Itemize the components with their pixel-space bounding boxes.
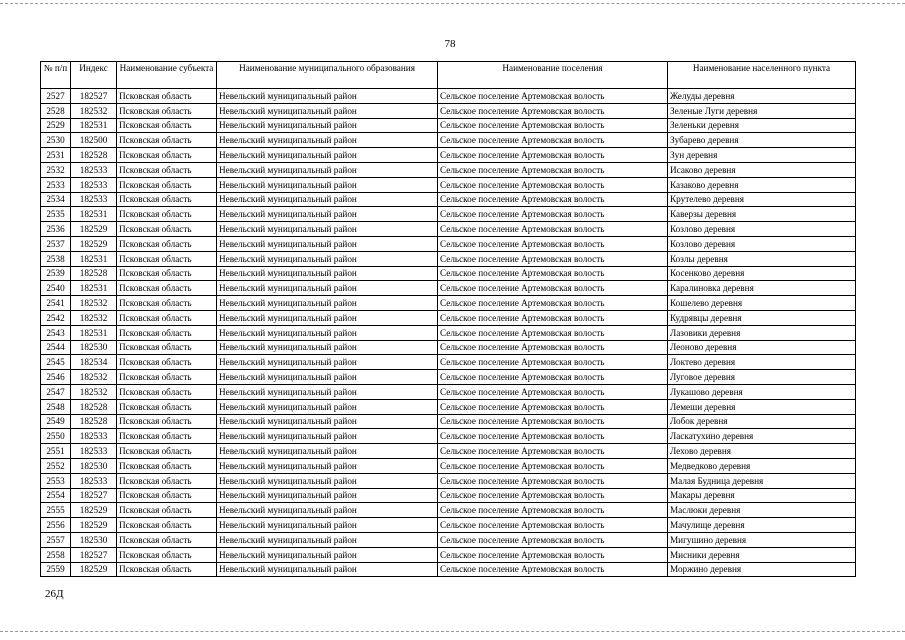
cell-settlement: Сельское поселение Артемовская волость [438, 236, 668, 251]
header-settlement: Наименование поселения [438, 62, 668, 89]
cell-settlement: Сельское поселение Артемовская волость [438, 148, 668, 163]
cell-row-number: 2541 [41, 296, 71, 311]
cell-settlement: Сельское поселение Артемовская волость [438, 89, 668, 104]
cell-settlement: Сельское поселение Артемовская волость [438, 414, 668, 429]
cell-row-number: 2545 [41, 355, 71, 370]
table-body [41, 89, 856, 577]
cell-subject: Псковская область [117, 281, 217, 296]
cell-postal-index: 182527 [71, 547, 117, 562]
cell-postal-index: 182532 [71, 370, 117, 385]
cell-settlement: Сельское поселение Артемовская волость [438, 370, 668, 385]
cell-municipality: Невельский муниципальный район [217, 325, 438, 340]
table-header [41, 62, 856, 89]
cell-subject: Псковская область [117, 370, 217, 385]
cell-row-number: 2557 [41, 532, 71, 547]
cell-municipality: Невельский муниципальный район [217, 251, 438, 266]
table-row [41, 296, 856, 311]
cell-subject: Псковская область [117, 310, 217, 325]
table-row [41, 444, 856, 459]
cell-row-number: 2556 [41, 518, 71, 533]
settlements-table [40, 61, 856, 577]
cell-subject: Псковская область [117, 488, 217, 503]
cell-settlement: Сельское поселение Артемовская волость [438, 488, 668, 503]
cell-postal-index: 182528 [71, 414, 117, 429]
footer-code: 26Д [45, 588, 64, 600]
cell-municipality: Невельский муниципальный район [217, 340, 438, 355]
cell-settlement: Сельское поселение Артемовская волость [438, 103, 668, 118]
table-row [41, 562, 856, 577]
cell-subject: Псковская область [117, 192, 217, 207]
cell-locality: Мисники деревня [668, 547, 856, 562]
cell-settlement: Сельское поселение Артемовская волость [438, 518, 668, 533]
cell-row-number: 2528 [41, 103, 71, 118]
cell-row-number: 2551 [41, 444, 71, 459]
cell-settlement: Сельское поселение Артемовская волость [438, 296, 668, 311]
cell-locality: Мачулище деревня [668, 518, 856, 533]
table-row [41, 89, 856, 104]
table-row [41, 325, 856, 340]
cell-municipality: Невельский муниципальный район [217, 89, 438, 104]
cell-subject: Псковская область [117, 532, 217, 547]
cell-settlement: Сельское поселение Артемовская волость [438, 355, 668, 370]
cell-subject: Псковская область [117, 355, 217, 370]
cell-subject: Псковская область [117, 177, 217, 192]
cell-subject: Псковская область [117, 133, 217, 148]
cell-postal-index: 182532 [71, 103, 117, 118]
cell-locality: Лазовики деревня [668, 325, 856, 340]
cell-municipality: Невельский муниципальный район [217, 488, 438, 503]
cell-locality: Косенково деревня [668, 266, 856, 281]
cell-municipality: Невельский муниципальный район [217, 133, 438, 148]
cell-locality: Малая Будница деревня [668, 473, 856, 488]
cell-postal-index: 182528 [71, 266, 117, 281]
table-row [41, 133, 856, 148]
table-row [41, 488, 856, 503]
cell-postal-index: 182531 [71, 207, 117, 222]
table-row [41, 266, 856, 281]
cell-locality: Крутелево деревня [668, 192, 856, 207]
cell-postal-index: 182530 [71, 532, 117, 547]
cell-postal-index: 182531 [71, 325, 117, 340]
cell-row-number: 2536 [41, 222, 71, 237]
cell-postal-index: 182528 [71, 399, 117, 414]
cell-locality: Каралиновка деревня [668, 281, 856, 296]
cell-municipality: Невельский муниципальный район [217, 103, 438, 118]
cell-postal-index: 182500 [71, 133, 117, 148]
cell-municipality: Невельский муниципальный район [217, 399, 438, 414]
cell-row-number: 2553 [41, 473, 71, 488]
cell-locality: Ласкатухино деревня [668, 429, 856, 444]
table-row [41, 222, 856, 237]
cell-postal-index: 182530 [71, 458, 117, 473]
cell-row-number: 2552 [41, 458, 71, 473]
cell-municipality: Невельский муниципальный район [217, 429, 438, 444]
cell-municipality: Невельский муниципальный район [217, 384, 438, 399]
cell-settlement: Сельское поселение Артемовская волость [438, 325, 668, 340]
cell-postal-index: 182531 [71, 251, 117, 266]
cell-municipality: Невельский муниципальный район [217, 547, 438, 562]
cell-locality: Луговое деревня [668, 370, 856, 385]
cell-locality: Моржино деревня [668, 562, 856, 577]
cell-row-number: 2540 [41, 281, 71, 296]
cell-row-number: 2558 [41, 547, 71, 562]
cell-row-number: 2527 [41, 89, 71, 104]
cell-municipality: Невельский муниципальный район [217, 281, 438, 296]
cell-municipality: Невельский муниципальный район [217, 503, 438, 518]
cell-municipality: Невельский муниципальный район [217, 192, 438, 207]
cell-settlement: Сельское поселение Артемовская волость [438, 399, 668, 414]
cell-settlement: Сельское поселение Артемовская волость [438, 384, 668, 399]
cell-locality: Мигушино деревня [668, 532, 856, 547]
cell-subject: Псковская область [117, 414, 217, 429]
cell-settlement: Сельское поселение Артемовская волость [438, 562, 668, 577]
cell-postal-index: 182529 [71, 562, 117, 577]
cell-settlement: Сельское поселение Артемовская волость [438, 207, 668, 222]
cell-settlement: Сельское поселение Артемовская волость [438, 266, 668, 281]
cell-postal-index: 182529 [71, 518, 117, 533]
table-row [41, 192, 856, 207]
cell-locality: Лехово деревня [668, 444, 856, 459]
table-row [41, 103, 856, 118]
header-row [41, 62, 856, 89]
cell-municipality: Невельский муниципальный район [217, 162, 438, 177]
cell-settlement: Сельское поселение Артемовская волость [438, 532, 668, 547]
cell-settlement: Сельское поселение Артемовская волость [438, 503, 668, 518]
cell-locality: Локтево деревня [668, 355, 856, 370]
table-row [41, 355, 856, 370]
cell-row-number: 2559 [41, 562, 71, 577]
cell-municipality: Невельский муниципальный район [217, 370, 438, 385]
cell-row-number: 2555 [41, 503, 71, 518]
cell-row-number: 2539 [41, 266, 71, 281]
cell-postal-index: 182531 [71, 118, 117, 133]
table-row [41, 148, 856, 163]
cell-municipality: Невельский муниципальный район [217, 518, 438, 533]
table-row [41, 458, 856, 473]
cell-locality: Маслюки деревня [668, 503, 856, 518]
cell-postal-index: 182529 [71, 222, 117, 237]
cell-locality: Лобок деревня [668, 414, 856, 429]
cell-municipality: Невельский муниципальный район [217, 296, 438, 311]
cell-municipality: Невельский муниципальный район [217, 355, 438, 370]
cell-locality: Казаково деревня [668, 177, 856, 192]
cell-postal-index: 182533 [71, 177, 117, 192]
table-row [41, 414, 856, 429]
bottom-edge-rule [0, 631, 905, 632]
cell-locality: Зун деревня [668, 148, 856, 163]
cell-postal-index: 182533 [71, 162, 117, 177]
table-row [41, 384, 856, 399]
cell-subject: Псковская область [117, 473, 217, 488]
table-row [41, 207, 856, 222]
cell-row-number: 2529 [41, 118, 71, 133]
cell-settlement: Сельское поселение Артемовская волость [438, 133, 668, 148]
cell-locality: Козлово деревня [668, 236, 856, 251]
cell-locality: Зеленые Луги деревня [668, 103, 856, 118]
cell-municipality: Невельский муниципальный район [217, 118, 438, 133]
cell-municipality: Невельский муниципальный район [217, 207, 438, 222]
cell-postal-index: 182529 [71, 503, 117, 518]
cell-subject: Псковская область [117, 103, 217, 118]
cell-settlement: Сельское поселение Артемовская волость [438, 251, 668, 266]
cell-subject: Псковская область [117, 458, 217, 473]
table-row [41, 429, 856, 444]
cell-settlement: Сельское поселение Артемовская волость [438, 547, 668, 562]
cell-locality: Лемеши деревня [668, 399, 856, 414]
cell-settlement: Сельское поселение Артемовская волость [438, 310, 668, 325]
table-row [41, 162, 856, 177]
cell-settlement: Сельское поселение Артемовская волость [438, 458, 668, 473]
cell-subject: Псковская область [117, 429, 217, 444]
cell-locality: Медведково деревня [668, 458, 856, 473]
cell-municipality: Невельский муниципальный район [217, 222, 438, 237]
cell-settlement: Сельское поселение Артемовская волость [438, 340, 668, 355]
cell-postal-index: 182533 [71, 429, 117, 444]
cell-subject: Псковская область [117, 325, 217, 340]
table-row [41, 310, 856, 325]
cell-locality: Макары деревня [668, 488, 856, 503]
cell-row-number: 2542 [41, 310, 71, 325]
cell-postal-index: 182533 [71, 444, 117, 459]
cell-subject: Псковская область [117, 207, 217, 222]
cell-postal-index: 182530 [71, 340, 117, 355]
cell-row-number: 2532 [41, 162, 71, 177]
cell-postal-index: 182533 [71, 473, 117, 488]
cell-row-number: 2530 [41, 133, 71, 148]
cell-locality: Желуды деревня [668, 89, 856, 104]
cell-subject: Псковская область [117, 89, 217, 104]
cell-postal-index: 182532 [71, 296, 117, 311]
cell-row-number: 2546 [41, 370, 71, 385]
cell-municipality: Невельский муниципальный район [217, 148, 438, 163]
cell-subject: Псковская область [117, 162, 217, 177]
cell-row-number: 2550 [41, 429, 71, 444]
cell-municipality: Невельский муниципальный район [217, 444, 438, 459]
header-municipality: Наименование муниципального образования [217, 62, 438, 89]
cell-row-number: 2549 [41, 414, 71, 429]
cell-municipality: Невельский муниципальный район [217, 177, 438, 192]
cell-locality: Зубарево деревня [668, 133, 856, 148]
cell-subject: Псковская область [117, 148, 217, 163]
cell-settlement: Сельское поселение Артемовская волость [438, 118, 668, 133]
cell-postal-index: 182531 [71, 281, 117, 296]
cell-row-number: 2547 [41, 384, 71, 399]
cell-subject: Псковская область [117, 118, 217, 133]
cell-subject: Псковская область [117, 236, 217, 251]
cell-subject: Псковская область [117, 266, 217, 281]
cell-subject: Псковская область [117, 399, 217, 414]
page-number: 78 [444, 38, 456, 50]
cell-row-number: 2534 [41, 192, 71, 207]
header-postal-index: Индекс [71, 62, 117, 89]
cell-subject: Псковская область [117, 518, 217, 533]
cell-locality: Зеленьки деревня [668, 118, 856, 133]
cell-municipality: Невельский муниципальный район [217, 532, 438, 547]
cell-municipality: Невельский муниципальный район [217, 458, 438, 473]
cell-subject: Псковская область [117, 444, 217, 459]
header-row-number: № п/п [41, 62, 71, 89]
cell-municipality: Невельский муниципальный район [217, 266, 438, 281]
cell-postal-index: 182533 [71, 192, 117, 207]
table-row [41, 399, 856, 414]
cell-postal-index: 182527 [71, 89, 117, 104]
table-row [41, 118, 856, 133]
cell-locality: Исаково деревня [668, 162, 856, 177]
cell-row-number: 2531 [41, 148, 71, 163]
cell-municipality: Невельский муниципальный район [217, 562, 438, 577]
cell-postal-index: 182528 [71, 148, 117, 163]
cell-settlement: Сельское поселение Артемовская волость [438, 222, 668, 237]
cell-settlement: Сельское поселение Артемовская волость [438, 473, 668, 488]
cell-row-number: 2544 [41, 340, 71, 355]
cell-subject: Псковская область [117, 340, 217, 355]
table-row [41, 177, 856, 192]
cell-settlement: Сельское поселение Артемовская волость [438, 192, 668, 207]
table-row [41, 503, 856, 518]
table-row [41, 251, 856, 266]
cell-subject: Псковская область [117, 384, 217, 399]
cell-row-number: 2535 [41, 207, 71, 222]
table-row [41, 547, 856, 562]
cell-locality: Козлово деревня [668, 222, 856, 237]
table-row [41, 340, 856, 355]
cell-row-number: 2548 [41, 399, 71, 414]
cell-municipality: Невельский муниципальный район [217, 473, 438, 488]
cell-locality: Каверзы деревня [668, 207, 856, 222]
table-row [41, 518, 856, 533]
cell-municipality: Невельский муниципальный район [217, 414, 438, 429]
cell-postal-index: 182534 [71, 355, 117, 370]
cell-subject: Псковская область [117, 503, 217, 518]
cell-postal-index: 182527 [71, 488, 117, 503]
table-row [41, 370, 856, 385]
cell-locality: Кудрявцы деревня [668, 310, 856, 325]
cell-municipality: Невельский муниципальный район [217, 236, 438, 251]
table-row [41, 532, 856, 547]
cell-postal-index: 182532 [71, 384, 117, 399]
cell-subject: Псковская область [117, 222, 217, 237]
cell-locality: Кошелево деревня [668, 296, 856, 311]
header-locality: Наименование населенного пункта [668, 62, 856, 89]
cell-settlement: Сельское поселение Артемовская волость [438, 177, 668, 192]
cell-settlement: Сельское поселение Артемовская волость [438, 444, 668, 459]
top-edge-rule [0, 3, 905, 4]
cell-locality: Леоново деревня [668, 340, 856, 355]
cell-postal-index: 182529 [71, 236, 117, 251]
cell-row-number: 2543 [41, 325, 71, 340]
table-row [41, 281, 856, 296]
cell-locality: Козлы деревня [668, 251, 856, 266]
cell-municipality: Невельский муниципальный район [217, 310, 438, 325]
cell-postal-index: 182532 [71, 310, 117, 325]
cell-locality: Лукашово деревня [668, 384, 856, 399]
header-subject: Наименование субъекта [117, 62, 217, 89]
cell-settlement: Сельское поселение Артемовская волость [438, 162, 668, 177]
table-row [41, 236, 856, 251]
cell-settlement: Сельское поселение Артемовская волость [438, 429, 668, 444]
cell-settlement: Сельское поселение Артемовская волость [438, 281, 668, 296]
cell-subject: Псковская область [117, 251, 217, 266]
cell-subject: Псковская область [117, 547, 217, 562]
cell-row-number: 2538 [41, 251, 71, 266]
table-row [41, 473, 856, 488]
cell-row-number: 2554 [41, 488, 71, 503]
cell-row-number: 2533 [41, 177, 71, 192]
cell-row-number: 2537 [41, 236, 71, 251]
cell-subject: Псковская область [117, 296, 217, 311]
cell-subject: Псковская область [117, 562, 217, 577]
